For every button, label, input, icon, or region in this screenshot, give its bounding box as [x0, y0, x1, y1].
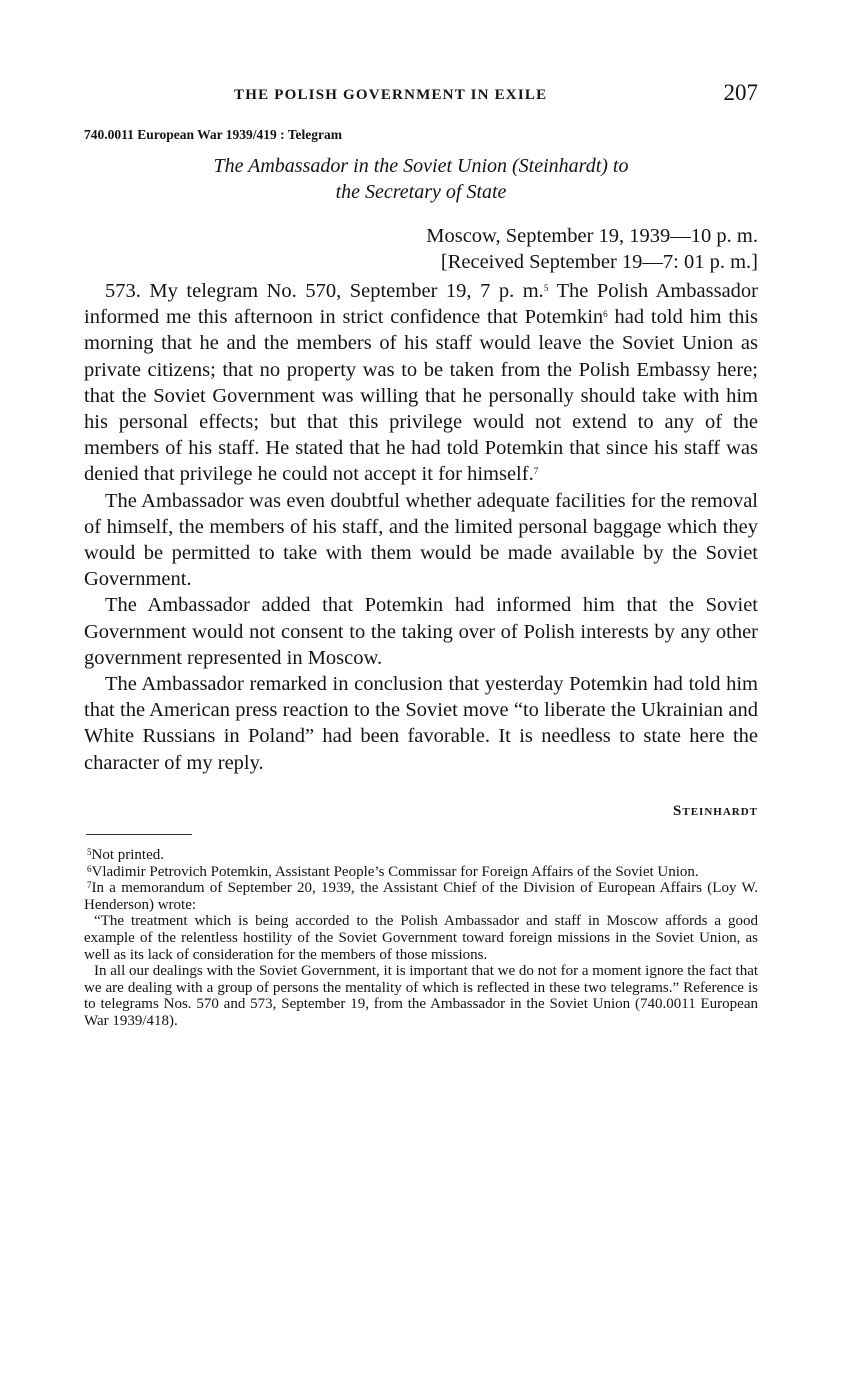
page-number: 207	[723, 80, 758, 105]
paragraph-2: The Ambassador was even doubtful whether adequate facilities for the removal of himself, the members of his staff, and the limited personal baggage which they would be permitted to take with them would be made available by the Soviet Government.	[84, 489, 758, 591]
received-line: [Received September 19—7: 01 p. m.]	[440, 251, 758, 273]
paragraph-1	[84, 278, 758, 488]
signature: Steinhardt	[673, 803, 758, 819]
footnote-mark-6: 6	[603, 309, 608, 320]
document-heading	[84, 153, 758, 205]
file-reference: 740.0011 European War 1939/419 : Telegram	[84, 127, 343, 142]
place-date: Moscow, September 19, 1939—10 p. m.	[426, 225, 758, 247]
footnote-7-quote-1: “The treatment which is being accorded to the Polish Ambassador and staff in Moscow affords a good example of the relentless hostility of the Soviet Government toward foreign missions in the Soviet Union, as well as its lack of consideration for the members of those missions.	[84, 913, 758, 963]
heading-line-1: The Ambassador in the Soviet Union (Steinhardt) to	[213, 155, 629, 177]
footnote-6-mark: 6	[87, 863, 92, 874]
footnote-6-text: Vladimir Petrovich Potemkin, Assistant People’s Commissar for Foreign Affairs of the Soviet Union.	[91, 863, 699, 880]
footnotes	[84, 847, 758, 1030]
paragraph-4: The Ambassador remarked in conclusion that yesterday Potemkin had told him that the American press reaction to the Soviet move “to liberate the Ukrainian and White Russians in Poland” had been favorable. It is needless to state here the character of my reply.	[84, 673, 758, 774]
footnote-divider	[86, 834, 192, 835]
footnote-mark-7: 7	[533, 466, 539, 477]
paragraph-3: The Ambassador added that Potemkin had informed him that the Soviet Government would not consent to the taking over of Polish interests by any other government represented in Moscow.	[84, 594, 758, 669]
paragraph-1-part-a: 573. My telegram No. 570, September 19, 7 p. m.	[105, 280, 544, 302]
telegram-body	[84, 278, 758, 776]
heading-line-2: the Secretary of State	[335, 181, 507, 203]
footnote-mark-5: 5	[543, 283, 549, 293]
paragraph-1-part-c: had told him this morning that he and the members of his staff would leave the Soviet Union as private citizens; that no property was to be taken from the Polish Embassy here; that the Soviet Government was willing that he personally should take with him his personal effects; but that this privilege would not extend to any of the members of his staff. He stated that he had told Potemkin that since his staff was denied that privilege he could not accept it for himself.	[84, 306, 758, 486]
footnote-5-mark: 5	[87, 847, 92, 857]
footnote-7-mark: 7	[87, 880, 92, 891]
footnote-6	[84, 864, 758, 881]
footnote-7-quote-2: In all our dealings with the Soviet Government, it is important that we do not for a moment ignore the fact that we are dealing with a group of persons the mentality of which is reflected in these two telegrams.” Reference is to telegrams Nos. 570 and 573, September 19, from the Ambassador in the Soviet Union (740.0011 European War 1939/418).	[84, 963, 759, 1029]
footnote-7	[84, 880, 758, 913]
footnote-5	[84, 847, 758, 864]
footnote-5-text: Not printed.	[91, 847, 164, 863]
paragraph-1-part-b: The Polish Ambassador informed me this afternoon in strict confidence that Potemkin	[84, 280, 758, 329]
running-title: THE POLISH GOVERNMENT IN EXILE	[234, 87, 548, 103]
running-header	[84, 80, 758, 110]
footnote-7-text: In a memorandum of September 20, 1939, the Assistant Chief of the Division of European Affairs (Loy W. Henderson) wrote:	[84, 880, 758, 913]
dateline	[426, 223, 758, 275]
